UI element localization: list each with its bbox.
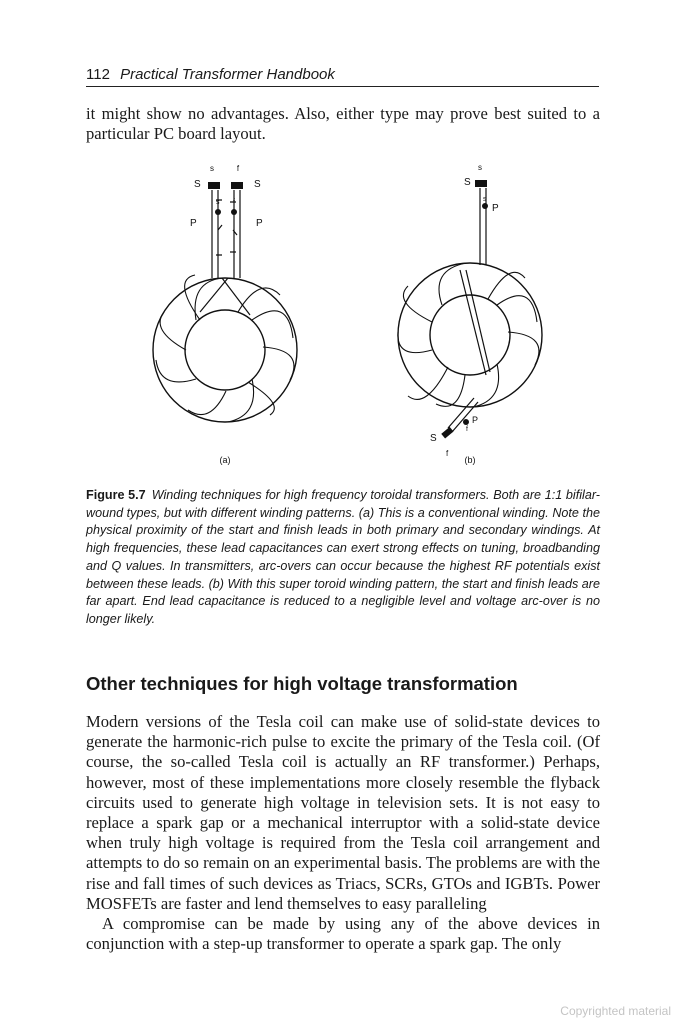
- intro-paragraph: it might show no advantages. Also, either type may prove best suited to a particular PC board layout.: [86, 104, 600, 144]
- toroid-winding-figure: [130, 160, 570, 480]
- panel-b-lead-p: P: [492, 203, 499, 214]
- figure-label: Figure 5.7: [86, 488, 146, 502]
- panel-a-inner-f: f: [233, 199, 235, 206]
- panel-b-bottom-f2: f: [446, 449, 449, 458]
- panel-b-inner-s: s: [483, 196, 487, 203]
- copyright-watermark: Copyrighted material: [560, 1004, 671, 1018]
- panel-a-p-left: P: [190, 218, 197, 229]
- panel-b-top-s: s: [478, 163, 482, 172]
- panel-b-connectors: [441, 180, 488, 439]
- figure-caption: [86, 487, 600, 629]
- panel-a-label: (a): [219, 455, 231, 465]
- panel-b-bottom-s: S: [430, 433, 437, 444]
- panel-a-inner-s: s: [216, 199, 220, 206]
- body-paragraph-1: Modern versions of the Tesla coil can make use of solid-state devices to generate the harmonic-rich pulse to excite the primary of the Tesla coil. (Of course, the so-called Tesla coil is actually an RF transformer.) Perhaps, however, most of these implementations more closely resemble the flyback circuits used to generate high voltage in television sets. It is not easy to replace a spark gap or a mechanical interruptor with a solid-state device when truly high voltage is required from the Tesla coil arrangement and attempts to do so remain on an experimental basis. The problems are with the rise and fall times of such devices as Triacs, SCRs, GTOs and IGBTs. Power MOSFETs are faster and lend themselves to easy paralleling: [86, 712, 600, 913]
- running-title: Practical Transformer Handbook: [120, 66, 335, 83]
- panel-a-p-right: P: [256, 218, 263, 229]
- panel-a-s-right: S: [254, 179, 261, 190]
- page-number: 112: [86, 66, 110, 83]
- panel-b-label: (b): [464, 455, 476, 465]
- caption-text: Winding techniques for high frequency toroidal transformers. Both are 1:1 bifilar-wound types, but with different winding patterns. (a) This is a conventional winding. Note the physical proximity of the start and finish leads in both primary and secondary windings. At high frequencies, these lead capacitances can exert strong effects on tuning, broadbanding and Q values. In transmitters, arc-overs can occur because the highest RF potentials exist between these leads. (b) With this super toroid winding pattern, the start and finish leads are far apart. End lead capacitance is reduced to a negligible level and voltage arc-over is no longer likely.: [86, 488, 600, 626]
- panel-b-toroid: [398, 188, 542, 432]
- panel-b-bottom-f: f: [466, 426, 468, 433]
- panel-a-top-f: f: [236, 164, 240, 173]
- panel-b-bottom-p: P: [472, 415, 479, 425]
- running-header: [86, 66, 599, 87]
- panel-a-toroid: [153, 190, 297, 422]
- panel-a-connectors: [208, 182, 243, 215]
- panel-b-lead-s: S: [464, 177, 471, 188]
- section-heading: Other techniques for high voltage transformation: [86, 673, 518, 694]
- panel-a-top-s: s: [210, 164, 214, 173]
- body-paragraph-2: A compromise can be made by using any of the above devices in conjunction with a step-up transformer to operate a spark gap. The only: [86, 914, 600, 954]
- panel-a-s-left: S: [194, 179, 201, 190]
